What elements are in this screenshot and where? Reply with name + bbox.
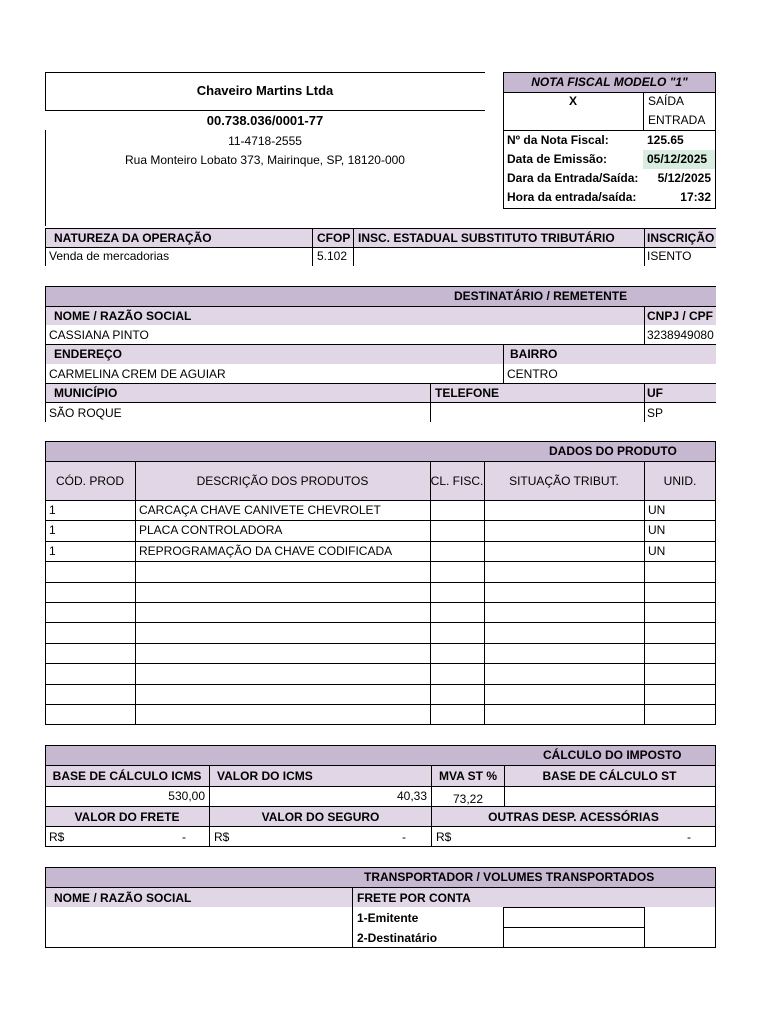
dest-telefone-label: TELEFONE: [435, 386, 500, 400]
table-cell-sit: [484, 704, 644, 724]
dest-nome-label: NOME / RAZÃO SOCIAL: [54, 309, 192, 323]
nota-saida: SAÍDA: [648, 94, 685, 108]
seguro-value: -: [402, 830, 406, 844]
transp-emitente-box[interactable]: [503, 907, 645, 928]
table-cell-desc: PLACA CONTROLADORA: [139, 523, 283, 537]
nota-emissao: 05/12/2025: [643, 150, 715, 169]
table-cell-unid: [644, 582, 716, 602]
cfop-value: 5.102: [317, 249, 348, 263]
dest-bairro-divider: [503, 344, 504, 383]
table-cell-cod: 1: [49, 503, 56, 517]
nota-entrada-saida-label: Dara da Entrada/Saída:: [507, 171, 639, 185]
dest-uf-value: SP: [647, 406, 664, 420]
base-st-label: BASE DE CÁLCULO ST: [542, 769, 677, 783]
nota-numero: 125.65: [647, 133, 684, 147]
natureza-value: Venda de mercadorias: [49, 249, 170, 263]
dest-cnpj-value: 3238949080: [647, 328, 714, 342]
inscricao-label: INSCRIÇÃO: [647, 231, 715, 245]
outras-label: OUTRAS DESP. ACESSÓRIAS: [488, 810, 659, 824]
table-cell-desc: [135, 582, 430, 602]
table-cell-desc: [135, 622, 430, 642]
dest-municipio-label: MUNICÍPIO: [54, 386, 118, 400]
col-cod-header: CÓD. PROD: [55, 474, 124, 488]
nota-title: NOTA FISCAL MODELO "1": [504, 73, 715, 92]
transp-opt-destinatario: 2-Destinatário: [357, 931, 438, 945]
table-cell-sit: [484, 500, 644, 520]
insc-st-value: [354, 246, 644, 266]
base-icms-label: BASE DE CÁLCULO ICMS: [52, 769, 202, 783]
seguro-label: VALOR DO SEGURO: [261, 810, 380, 824]
dest-uf-label: UF: [647, 386, 663, 400]
table-cell-sit: [484, 520, 644, 540]
table-cell-unid: [644, 602, 716, 622]
mva-value: 73,22: [452, 792, 484, 806]
dest-municipio-value: SÃO ROQUE: [49, 406, 122, 420]
table-cell-clfisc: [430, 561, 484, 581]
base-icms-value: 530,00: [168, 789, 205, 803]
table-cell-unid: [644, 663, 716, 683]
table-cell-clfisc: [430, 520, 484, 540]
table-cell-clfisc: [430, 602, 484, 622]
table-cell-cod: [45, 582, 135, 602]
nota-hora-label: Hora da entrada/saída:: [507, 190, 637, 204]
nota-hora: 17:32: [680, 190, 711, 204]
nota-entrada: ENTRADA: [648, 113, 706, 127]
seguro-currency: R$: [214, 830, 230, 844]
table-cell-cod: [45, 704, 135, 724]
table-cell-desc: [135, 684, 430, 704]
table-cell-unid: [644, 622, 716, 642]
inscricao-value: ISENTO: [647, 249, 692, 263]
table-cell-cod: 1: [49, 544, 56, 558]
table-cell-sit: [484, 622, 644, 642]
table-cell-unid: UN: [648, 544, 666, 558]
table-cell-desc: [135, 561, 430, 581]
transp-nome-label: NOME / RAZÃO SOCIAL: [54, 891, 192, 905]
table-cell-cod: [45, 663, 135, 683]
nota-emissao-label: Data de Emissão:: [507, 152, 608, 166]
table-cell-clfisc: [430, 500, 484, 520]
dest-bairro-value: CENTRO: [507, 367, 558, 381]
table-cell-desc: [135, 663, 430, 683]
table-cell-unid: [644, 704, 716, 724]
valor-icms-value: 40,33: [396, 789, 427, 803]
dest-nome-value: CASSIANA PINTO: [49, 328, 149, 342]
produtos-section-title: DADOS DO PRODUTO: [549, 444, 677, 458]
transp-destinatario-box[interactable]: [503, 927, 645, 948]
table-cell-cod: [45, 602, 135, 622]
table-cell-cod: [45, 643, 135, 663]
imposto-section-title: CÁLCULO DO IMPOSTO: [543, 748, 682, 762]
table-cell-cod: 1: [49, 523, 56, 537]
outras-value: -: [687, 830, 691, 844]
dest-endereco-value: CARMELINA CREM DE AGUIAR: [49, 367, 226, 381]
dest-telefone-value: [431, 403, 643, 423]
table-cell-cod: [45, 684, 135, 704]
table-cell-clfisc: [430, 541, 484, 561]
table-cell-unid: [644, 643, 716, 663]
table-cell-sit: [484, 643, 644, 663]
table-cell-sit: [484, 561, 644, 581]
base-st-value: [504, 786, 715, 806]
table-cell-sit: [484, 541, 644, 561]
table-cell-desc: CARCAÇA CHAVE CANIVETE CHEVROLET: [139, 503, 381, 517]
company-name: Chaveiro Martins Ltda: [196, 83, 334, 98]
company-cnpj: 00.738.036/0001-77: [206, 113, 324, 128]
transporte-section-title: TRANSPORTADOR / VOLUMES TRANSPORTADOS: [364, 870, 655, 884]
table-cell-clfisc: [430, 663, 484, 683]
transporte-right-border: [715, 888, 716, 948]
table-cell-clfisc: [430, 622, 484, 642]
company-address: Rua Monteiro Lobato 373, Mairinque, SP, 18120-000: [125, 153, 405, 167]
mva-label: MVA ST %: [438, 769, 497, 783]
dest-cnpj-divider: [644, 306, 645, 344]
col-clfisc-header: CL. FISC.: [430, 474, 484, 488]
table-cell-cod: [45, 561, 135, 581]
transporte-col-divider: [352, 888, 353, 948]
table-cell-clfisc: [430, 582, 484, 602]
frete-value: -: [182, 830, 186, 844]
table-cell-clfisc: [430, 684, 484, 704]
col-sit-header: SITUAÇÃO TRIBUT.: [509, 474, 619, 488]
table-cell-sit: [484, 663, 644, 683]
table-cell-clfisc: [430, 704, 484, 724]
dest-bairro-label: BAIRRO: [510, 347, 558, 361]
col-desc-header: DESCRIÇÃO DOS PRODUTOS: [196, 474, 369, 488]
natureza-label: NATUREZA DA OPERAÇÃO: [54, 231, 212, 245]
table-cell-unid: UN: [648, 523, 666, 537]
nota-mark-x: X: [568, 94, 577, 108]
dest-cnpj-label: CNPJ / CPF: [647, 309, 714, 323]
table-cell-desc: REPROGRAMAÇÃO DA CHAVE CODIFICADA: [139, 544, 393, 558]
col-unid-header: UNID.: [663, 474, 697, 488]
transp-opt-emitente: 1-Emitente: [357, 911, 419, 925]
imposto-row-divider-2: [45, 806, 716, 807]
table-cell-cod: [45, 622, 135, 642]
table-bottom-border: [45, 724, 716, 725]
cfop-label: CFOP: [317, 231, 351, 245]
transporte-left-border: [45, 888, 46, 948]
frete-currency: R$: [49, 830, 65, 844]
table-cell-clfisc: [430, 643, 484, 663]
table-cell-unid: UN: [648, 503, 666, 517]
frete-label: VALOR DO FRETE: [74, 810, 180, 824]
nota-numero-label: Nº da Nota Fiscal:: [507, 133, 609, 147]
insc-st-label: INSC. ESTADUAL SUBSTITUTO TRIBUTÁRIO: [358, 231, 615, 245]
table-cell-unid: [644, 684, 716, 704]
dest-endereco-label: ENDEREÇO: [54, 347, 123, 361]
table-cell-desc: [135, 602, 430, 622]
company-top-border: [45, 72, 485, 73]
outras-currency: R$: [436, 830, 452, 844]
dest-row3-divider: [45, 402, 716, 403]
table-cell-desc: [135, 704, 430, 724]
table-cell-unid: [644, 561, 716, 581]
valor-icms-label: VALOR DO ICMS: [217, 769, 313, 783]
dest-section-title: DESTINATÁRIO / REMETENTE: [454, 289, 628, 303]
nota-entrada-saida: 5/12/2025: [657, 171, 711, 185]
table-cell-sit: [484, 684, 644, 704]
imposto-bottom-border: [45, 846, 716, 847]
imposto-row-divider-1: [45, 786, 716, 787]
imposto-row-divider-3: [45, 826, 716, 827]
table-cell-sit: [484, 602, 644, 622]
transp-frete-label: FRETE POR CONTA: [357, 891, 471, 905]
company-phone: 11-4718-2555: [228, 134, 302, 148]
table-cell-sit: [484, 582, 644, 602]
table-cell-desc: [135, 643, 430, 663]
